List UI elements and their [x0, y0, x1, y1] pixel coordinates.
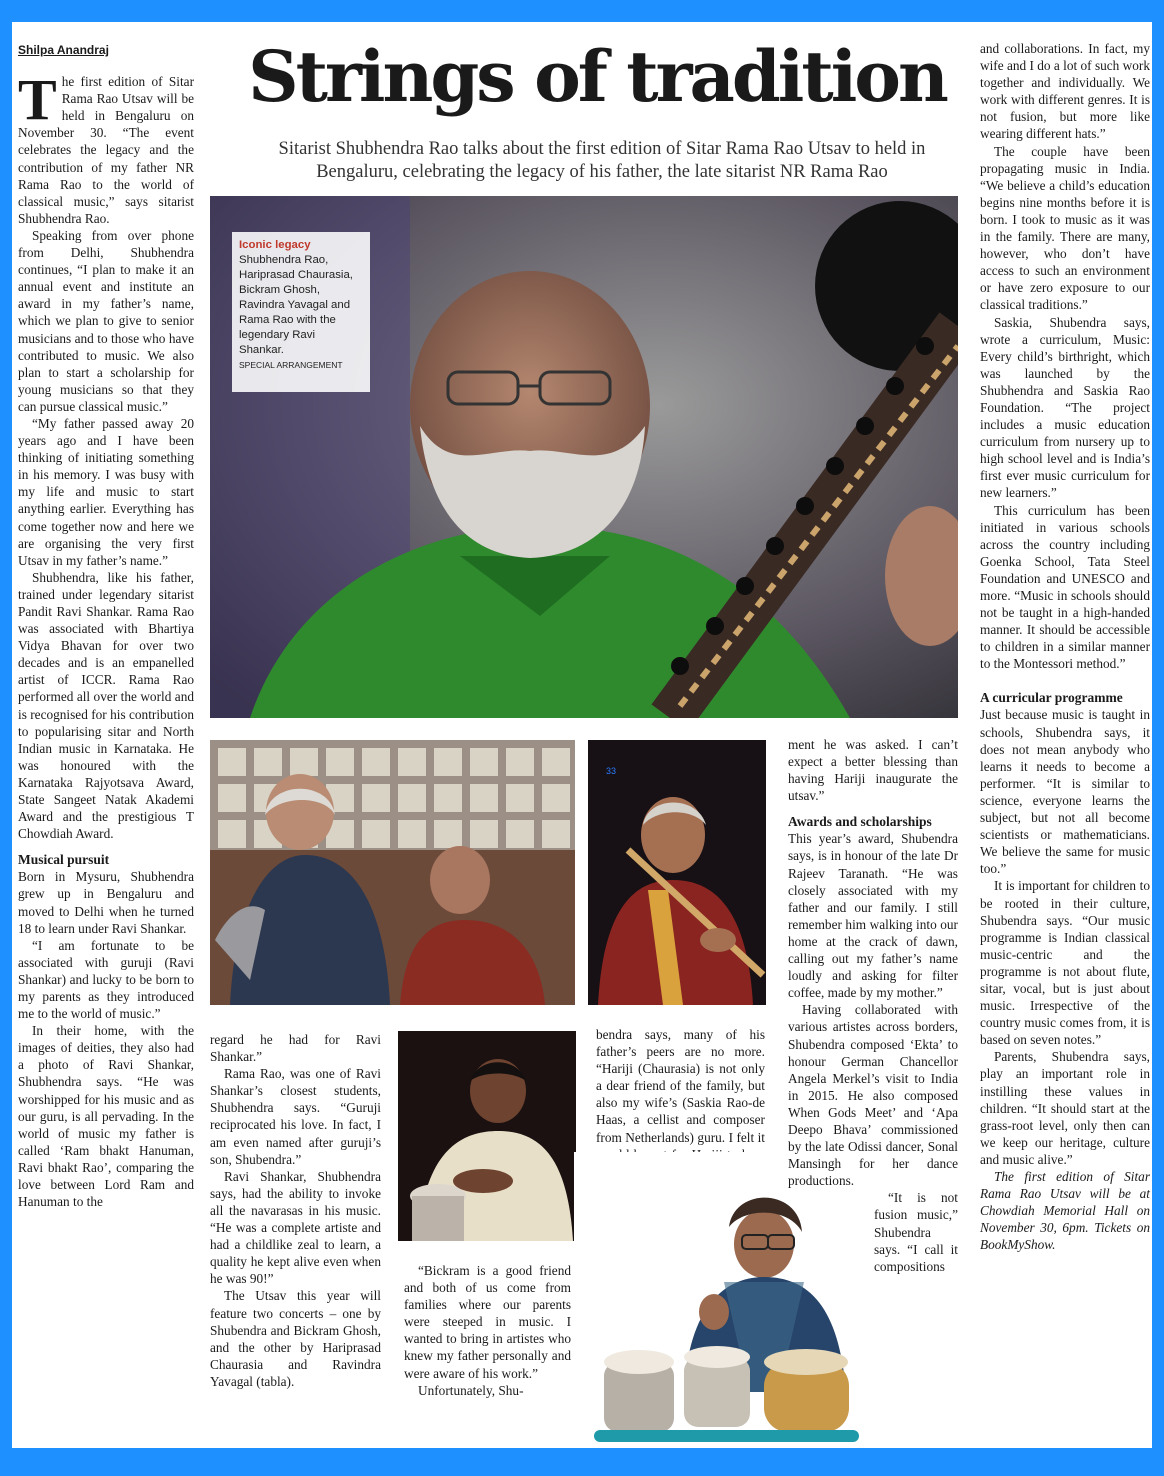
- photo-hariprasad-chaurasia: [588, 740, 766, 1005]
- paragraph: Just because music is taught in schools, Shubendra says, it does not mean anybody who learns it needs to become a performer. “It is similar to science, everyone learns the subject, but not all become scientists or mathematicians. We believe the same for music too.”: [980, 707, 1150, 877]
- paragraph: It is important for children to be rooted in their culture, Shubendra says. “Our music programme is Indian classical music-centric and the programme is not about flute, sitar, vocal, but is just about music. Irrespective of the country music comes from, it is based on seven notes.”: [980, 878, 1150, 1048]
- paragraph: Shubhendra, like his father, trained under legendary sitarist Pandit Ravi Shankar. Rama Rao was associated with Bhartiya Vidya Bhavan for over two decades and is an empanelled artist of ICCR. Rama Rao performed all over the world and is recognised for his contribution to popularising sitar and North Indian music in Karnataka. He was honoured with the Karnataka Rajyotsava Award, State Sangeet Natak Akademi Award and the prestigious T Chowdiah Award.: [18, 569, 194, 842]
- paragraph: and collaborations. In fact, my wife and I do a lot of such work together and individually. We work with different genres. It is not fusion, but more like wearing different hats.”: [980, 41, 1150, 142]
- article-column-2: [210, 1031, 381, 1390]
- paragraph: “My father passed away 20 years ago and I have been thinking of initiating something in his memory. I was busy with my life and music to start anything earlier. Everything has come together now and here we are organising the very first Utsav in my father’s name.”: [18, 415, 194, 568]
- paragraph: regard he had for Ravi Shankar.”: [210, 1032, 381, 1065]
- paragraph: The couple have been propagating music in India. “We believe a child’s education begins nine months before it is born. I took to music as it was in the family. There are many, however, who don’t have access to such an environment or have zero exposure to our classical traditions.”: [980, 143, 1150, 313]
- photo-ravi-shankar-rama-rao: [210, 740, 575, 1005]
- paragraph: “I am fortunate to be associated with guruji (Ravi Shankar) and lucky to be born to my parents as they introduced me to the world of music.”: [18, 937, 194, 1022]
- photo-credit: SPECIAL ARRANGEMENT: [239, 360, 343, 370]
- drop-cap: T: [18, 67, 57, 133]
- article-column-3: [404, 1262, 571, 1399]
- paragraph: Having collaborated with various artistes across borders, Shubendra composed ‘Ekta’ to honour German Chancellor Angela Merkel’s visit to India in 2015. He also composed When Gods Meet’ and ‘Apa Deepo Bhava’ commissioned by the late Odissi dancer, Sonal Mansingh for her dance productions.: [788, 1002, 958, 1189]
- paragraph: “Bickram is a good friend and both of us come from families where our parents were steeped in music. I wanted to bring in artistes who knew my father personally and were aware of his work.”: [404, 1263, 571, 1381]
- standfirst: Sitarist Shubhendra Rao talks about the first edition of Sitar Rama Rao Utsav to held in Bengaluru, celebrating the legacy of his father, the late sitarist NR Rama Rao: [278, 139, 926, 182]
- paragraph: This year’s award, Shubendra says, is in honour of the late Dr Rajeev Taranath. “He was closely associated with my father and our family. I still remember him walking into our home at the crack of dawn, calling out my father’s name loudly and asking for filter coffee, made by my mother.”: [788, 831, 958, 1001]
- paragraph: Saskia, Shubendra says, wrote a curriculum, Music: Every child’s birthright, which was launched by the Shubhendra and Saskia Rao Foundation. “The project includes a music education curriculum from nursery up to high school level and is India’s first ever music curriculum for new learners.”: [980, 314, 1150, 501]
- byline: Shilpa Anandraj: [18, 43, 109, 57]
- article-column-5: [788, 736, 958, 1275]
- caption-title: Iconic legacy: [239, 239, 311, 251]
- lead-paragraph: The first edition of Sitar Rama Rao Utsav will be held in Bengaluru on November 30. “The event celebrates the legacy and the contribution of my father NR Rama Rao to the world of classical music,” says sitarist Shubhendra Rao.: [18, 67, 194, 226]
- paragraph: “It is not fusion music,” Shubendra says. “I call it compositions: [874, 1190, 958, 1274]
- paragraph: Parents, Shubendra says, play an important role in instilling these values in children. “It should start at the grass-root level, only then can we keep our heritage, culture and music alive.”: [980, 1049, 1150, 1167]
- paragraph: Born in Mysuru, Shubhendra grew up in Bengaluru and moved to Delhi when he turned 18 to learn under Ravi Shankar.: [18, 869, 194, 936]
- paragraph: The Utsav this year will feature two concerts – one by Shubendra and Bickram Ghosh, and the other by Hariprasad Chaurasia and Ravindra Yavagal (tabla).: [210, 1288, 381, 1389]
- photo-ravindra-yavagal: [398, 1031, 576, 1241]
- photo-caption: [232, 232, 370, 392]
- paragraph: Unfortunately, Shu-: [418, 1382, 524, 1398]
- paragraph: This curriculum has been initiated in various schools across the country including Goenka School, Tata Steel Foundation and UNESCO and more. “Music in schools should not be taught in a high-handed manner. It should be accessible to children in a similar manner to the Montessori method.”: [980, 502, 1150, 672]
- newspaper-page: [12, 22, 1152, 1448]
- subheading: A curricular programme: [980, 690, 1123, 706]
- paragraph: In their home, with the images of deities, they also had a photo of Ravi Shankar, Shubhendra says. “He was worshipped for his music and as our guru, is all pervading. In the world of music my father is called ‘Ram bhakt Hanuman, Ravi bhakt Rao’, comparing the love between Lord Ram and Hanuman to the: [18, 1023, 194, 1210]
- paragraph: ment he was asked. I can’t expect a better blessing than having Hariji inaugurate the utsav.”: [788, 737, 958, 804]
- photo-tag: 33: [606, 766, 617, 776]
- caption-text: Shubhendra Rao, Hariprasad Chaurasia, Bickram Ghosh, Ravindra Yavagal and Rama Rao with the legendary Ravi Shankar.: [239, 254, 353, 356]
- paragraph: Ravi Shankar, Shubhendra says, had the ability to invoke all the navarasas in his music. “He was a complete artiste and had a childlike zeal to learn, a quality he kept alive even when he was 90!”: [210, 1168, 381, 1287]
- headline: Strings of tradition: [248, 35, 946, 118]
- article-column-1: [18, 42, 194, 1210]
- event-info: The first edition of Sitar Rama Rao Utsav will be at Chowdiah Memorial Hall on November 30, 6pm. Tickets on BookMyShow.: [980, 1169, 1150, 1253]
- paragraph: bendra says, many of his father’s peers are no more. “Hariji (Chaurasia) is not only a dear friend of the family, but also my wife’s (Saskia Rao-de Haas, a cellist and composer from Netherlands) guru. I felt it: [596, 1027, 765, 1145]
- paragraph: Speaking from over phone from Delhi, Shubhendra continues, “I plan to make it an annual event and institute an award in my father’s name, which we plan to give to senior musicians and to those who have contributed to music. We also plan to start a scholarship for young musicians so that they can pursue classical music.”: [18, 227, 194, 414]
- paragraph: Rama Rao, was one of Ravi Shankar’s closest students, Shubhendra says. “Guruji reciprocated his love. In fact, I am even named after guruji’s son, Shubendra.”: [210, 1066, 381, 1167]
- subheading: Musical pursuit: [18, 852, 110, 868]
- subheading: Awards and scholarships: [788, 814, 932, 830]
- article-column-6: [980, 40, 1150, 1253]
